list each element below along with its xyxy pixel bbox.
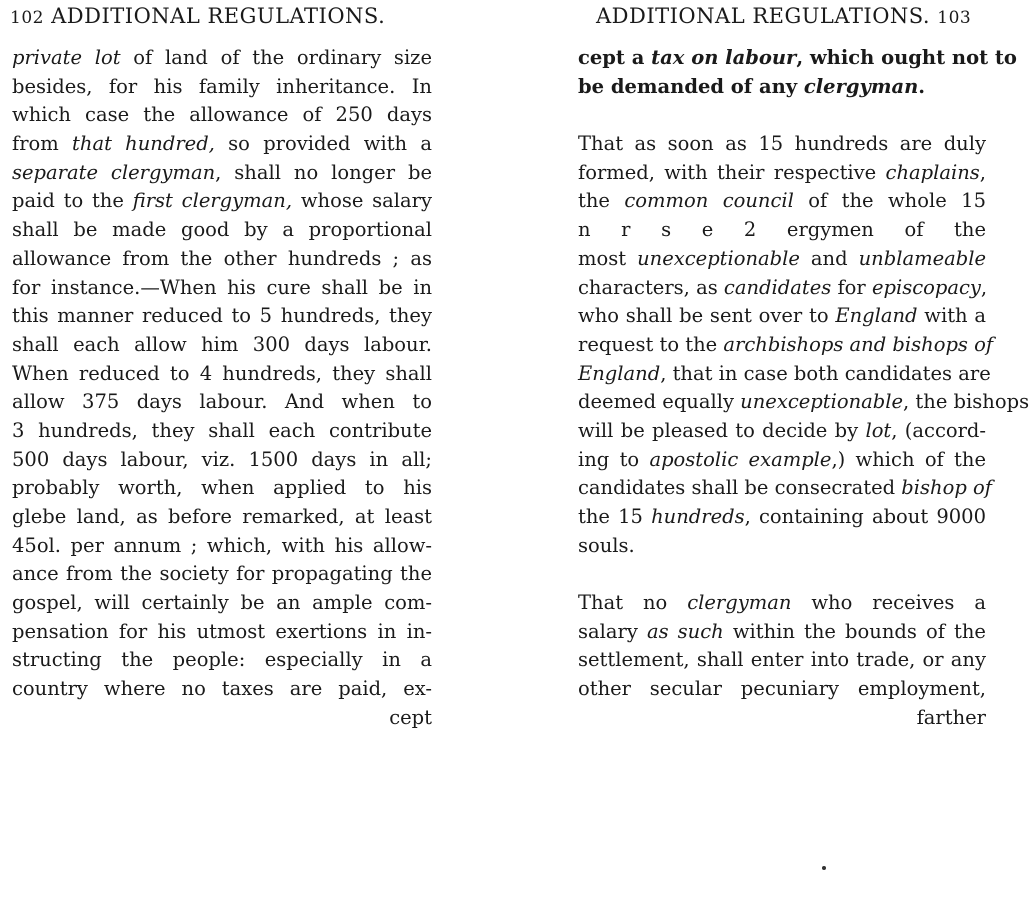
italic-phrase: hundreds (651, 505, 745, 528)
italic-phrase: common council (624, 189, 794, 213)
text-run: settlement, shall enter into trade, or any (578, 648, 986, 672)
text-line (12, 560, 432, 589)
text-run: of land of the ordinary size (120, 46, 432, 69)
text-run: for instance.—When his cure shall be in (12, 275, 432, 299)
text-line (578, 187, 986, 216)
text-line (578, 44, 1017, 73)
text-run: most (578, 246, 638, 270)
text-run: request to the (578, 332, 724, 356)
text-line (578, 360, 991, 389)
text-run: and (799, 246, 859, 270)
text-run: who shall be sent over to (578, 304, 836, 328)
text-run: salary (578, 619, 647, 643)
text-run: for (831, 275, 872, 299)
text-line (12, 44, 432, 73)
text-run: from (12, 132, 73, 156)
text-line (578, 532, 986, 561)
italic-phrase: England (578, 361, 661, 385)
italic-phrase: private lot (12, 46, 121, 69)
text-run: n r s e 2 ergymen of the (578, 218, 986, 242)
text-line (578, 302, 986, 331)
text-run: country where no taxes are paid, ex- (12, 677, 432, 701)
italic-phrase: separate clergyman (12, 160, 216, 184)
text-line (578, 245, 986, 274)
text-run: will be pleased to decide by (578, 418, 866, 442)
text-line (12, 331, 432, 360)
text-run: ing to (578, 447, 650, 471)
text-line (12, 216, 432, 245)
right-running-head (596, 4, 971, 28)
text-run: the (578, 189, 625, 213)
italic-phrase: unblameable (858, 246, 986, 270)
text-run: gospel, will certainly be an ample com- (12, 591, 432, 615)
text-run: with a (917, 304, 986, 328)
text-run: probably worth, when applied to his (12, 476, 432, 500)
text-line (12, 532, 432, 561)
text-run: this manner reduced to 5 hundreds, they (12, 304, 432, 328)
text-line (578, 73, 986, 102)
italic-phrase: archbishops and bishops of (723, 332, 994, 356)
text-run: candidates shall be consecrated (578, 476, 902, 500)
text-run: which case the allowance of 250 days (12, 103, 432, 127)
text-line (12, 73, 432, 102)
text-line (12, 302, 432, 331)
text-run: , (979, 160, 986, 184)
text-line (12, 159, 432, 188)
italic-phrase: England (835, 304, 918, 328)
text-run: characters, as (578, 275, 724, 299)
text-line (578, 503, 986, 532)
italic-phrase: tax on labour (651, 46, 797, 69)
italic-phrase: clergyman (803, 74, 919, 98)
italic-phrase: candidates (723, 275, 832, 299)
text-run: 45ol. per annum ; which, with his allow- (12, 533, 432, 557)
text-run: so provided with a (214, 132, 432, 156)
text-run: deemed equally (578, 390, 741, 414)
italic-phrase: as such (646, 619, 724, 643)
text-run: 3 hundreds, they shall each contribute (12, 418, 432, 442)
text-run: allowance from the other hundreds ; as (12, 246, 432, 270)
text-line (12, 130, 432, 159)
text-line (578, 618, 986, 647)
text-line (12, 646, 432, 675)
text-line (578, 159, 986, 188)
text-run: besides, for his family inheritance. In (12, 74, 432, 98)
text-run: That as soon as 15 hundreds are duly (578, 132, 986, 156)
page-number-right: 103 (937, 8, 972, 28)
text-run: , the bishops (903, 390, 1029, 414)
text-run: shall each allow him 300 days labour. (12, 332, 432, 356)
italic-phrase: unexceptionable (740, 390, 904, 414)
italic-phrase: clergyman (687, 591, 792, 615)
page-number-left: 102 (10, 8, 44, 28)
text-line (12, 474, 432, 503)
text-run: ance from the society for propagating the (12, 562, 432, 586)
italic-phrase: lot (865, 418, 892, 442)
text-run: , (accord- (891, 418, 986, 442)
text-run: , that in case both candidates are (660, 361, 991, 385)
text-line (12, 245, 432, 274)
right-body-text (578, 44, 1029, 733)
text-run: structing the people: especially in a (12, 648, 432, 672)
text-run: glebe land, as before remarked, at least (12, 505, 432, 528)
text-run: , (980, 275, 988, 299)
text-line (578, 101, 986, 130)
text-line (12, 446, 432, 475)
text-run: , containing about 9000 (744, 505, 986, 528)
text-run: souls. (578, 533, 635, 557)
italic-phrase: that hundred, (72, 132, 215, 156)
text-run: formed, with their respective (578, 160, 886, 184)
text-line (578, 446, 986, 475)
text-run: whose salary (292, 189, 433, 213)
text-run: who receives a (791, 591, 986, 615)
text-line (578, 130, 986, 159)
text-line (12, 503, 432, 532)
text-line (578, 474, 992, 503)
text-run: pensation for his utmost exertions in in- (12, 619, 432, 643)
text-line (578, 704, 986, 733)
italic-phrase: bishop of (901, 476, 992, 500)
text-line (12, 187, 432, 216)
text-run: ,) which of the (831, 447, 986, 471)
running-head-title-left: ADDITIONAL REGULATIONS. (51, 4, 386, 28)
left-running-head (10, 4, 385, 28)
text-run: farther (916, 705, 986, 729)
text-run: the 15 (578, 505, 652, 528)
text-line (578, 560, 986, 589)
text-line (12, 675, 432, 704)
text-run: within the bounds of the (723, 619, 986, 643)
text-run: That no (578, 591, 688, 615)
text-line (12, 704, 432, 733)
text-line (12, 589, 432, 618)
italic-phrase: chaplains (885, 160, 980, 184)
text-line (12, 388, 432, 417)
text-line (12, 274, 432, 303)
text-run: cept a (578, 46, 652, 69)
text-line (12, 417, 432, 446)
left-body-text (12, 44, 432, 733)
text-line (12, 618, 432, 647)
running-head-title-right: ADDITIONAL REGULATIONS. (596, 4, 931, 28)
text-line (578, 216, 986, 245)
italic-phrase: unexceptionable (637, 246, 800, 270)
ink-speck (822, 866, 826, 870)
text-run: of the whole 15 (793, 189, 986, 213)
text-line (578, 274, 986, 303)
italic-phrase: apostolic example (649, 447, 832, 471)
text-line (578, 417, 986, 446)
text-run: paid to the (12, 189, 133, 213)
text-line (578, 589, 986, 618)
text-run: . (918, 74, 926, 98)
text-run: other secular pecuniary employment, (578, 677, 986, 701)
text-line (578, 331, 994, 360)
text-line (12, 101, 432, 130)
text-line (12, 360, 432, 389)
text-run: shall be made good by a proportional (12, 218, 432, 242)
text-line (578, 388, 1029, 417)
text-line (578, 646, 986, 675)
italic-phrase: episcopacy (871, 275, 981, 299)
text-run: cept (389, 705, 432, 729)
text-run: , which ought not to (796, 46, 1017, 69)
text-run: 500 days labour, viz. 1500 days in all; (12, 447, 432, 471)
italic-phrase: first clergyman, (132, 189, 293, 213)
text-run: allow 375 days labour. And when to (12, 390, 432, 414)
text-line (578, 675, 986, 704)
text-run: be demanded of any (578, 74, 804, 98)
text-run: , shall no longer be (215, 160, 432, 184)
text-run: When reduced to 4 hundreds, they shall (12, 361, 432, 385)
